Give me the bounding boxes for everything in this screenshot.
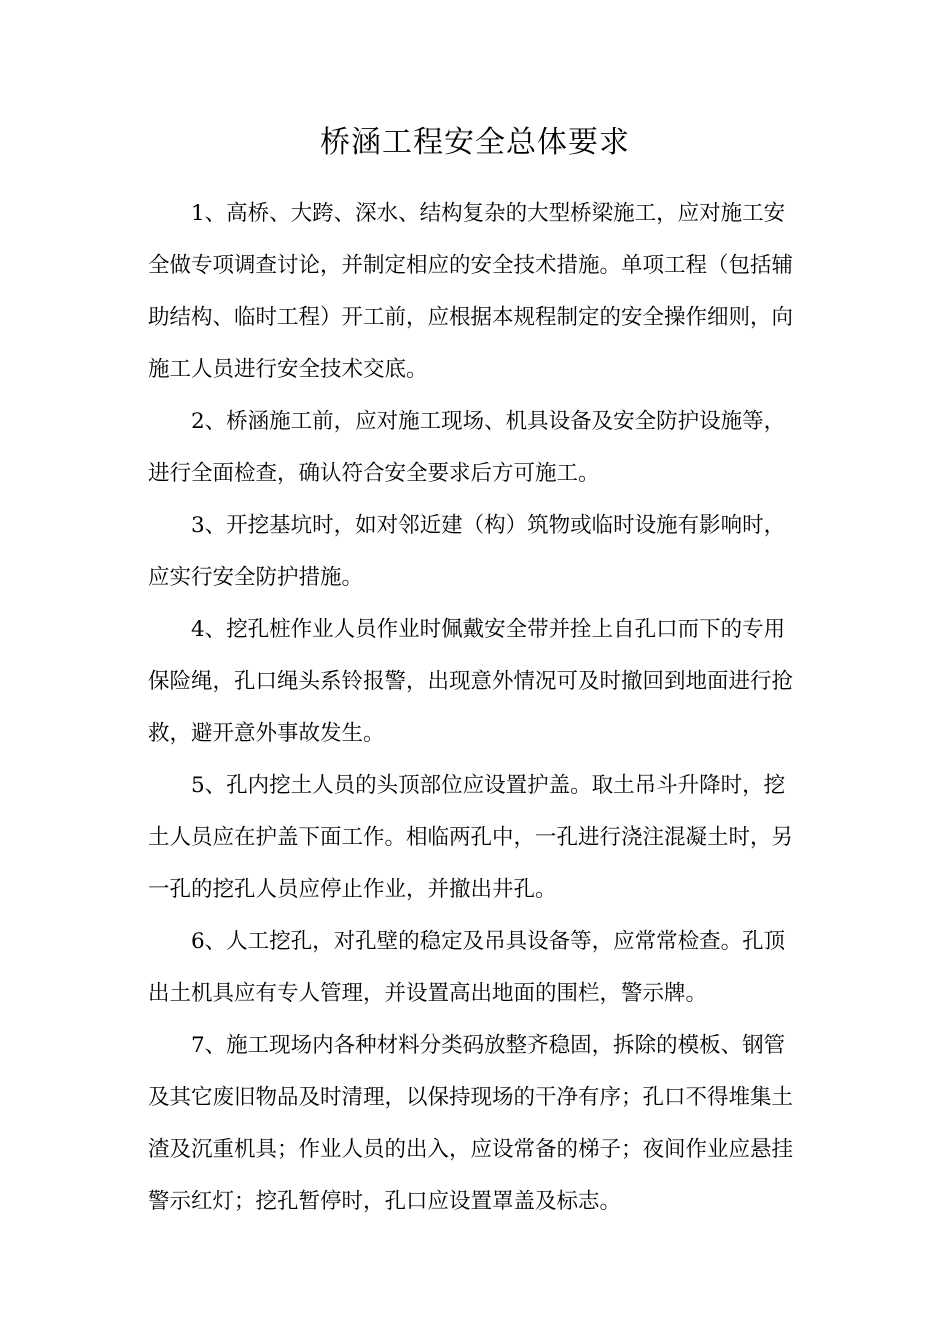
paragraph-6: 6、人工挖孔，对孔壁的稳定及吊具设备等，应常常检查。孔顶出土机具应有专人管理，并设置高出地面的围栏，警示牌。 xyxy=(148,929,786,1006)
paragraph-4: 4、挖孔桩作业人员作业时佩戴安全带并拴上自孔口而下的专用保险绳，孔口绳头系铃报警，出现意外情况可及时撤回到地面进行抢救，避开意外事故发生。 xyxy=(148,617,794,746)
paragraph-3: 3、开挖基坑时，如对邻近建（构）筑物或临时设施有影响时，应实行安全防护措施。 xyxy=(148,513,786,590)
paragraph-1: 1、高桥、大跨、深水、结构复杂的大型桥梁施工，应对施工安全做专项调查讨论，并制定相应的安全技术措施。单项工程（包括辅助结构、临时工程）开工前，应根据本规程制定的安全操作细则，向施工人员进行安全技术交底。 xyxy=(148,201,794,382)
paragraph-2: 2、桥涵施工前，应对施工现场、机具设备及安全防护设施等，进行全面检查，确认符合安全要求后方可施工。 xyxy=(148,409,786,486)
paragraph-7: 7、施工现场内各种材料分类码放整齐稳固，拆除的模板、钢管及其它废旧物品及时清理，以保持现场的干净有序；孔口不得堆集土渣及沉重机具；作业人员的出入，应设常备的梯子；夜间作业应悬挂警示红灯；挖孔暂停时，孔口应设置罩盖及标志。 xyxy=(148,1033,794,1214)
document-title: 桥涵工程安全总体要求 xyxy=(320,125,630,160)
paragraph-5: 5、孔内挖土人员的头顶部位应设置护盖。取土吊斗升降时，挖土人员应在护盖下面工作。相临两孔中，一孔进行浇注混凝土时，另一孔的挖孔人员应停止作业，并撤出井孔。 xyxy=(148,773,794,902)
document-body xyxy=(148,188,798,1228)
